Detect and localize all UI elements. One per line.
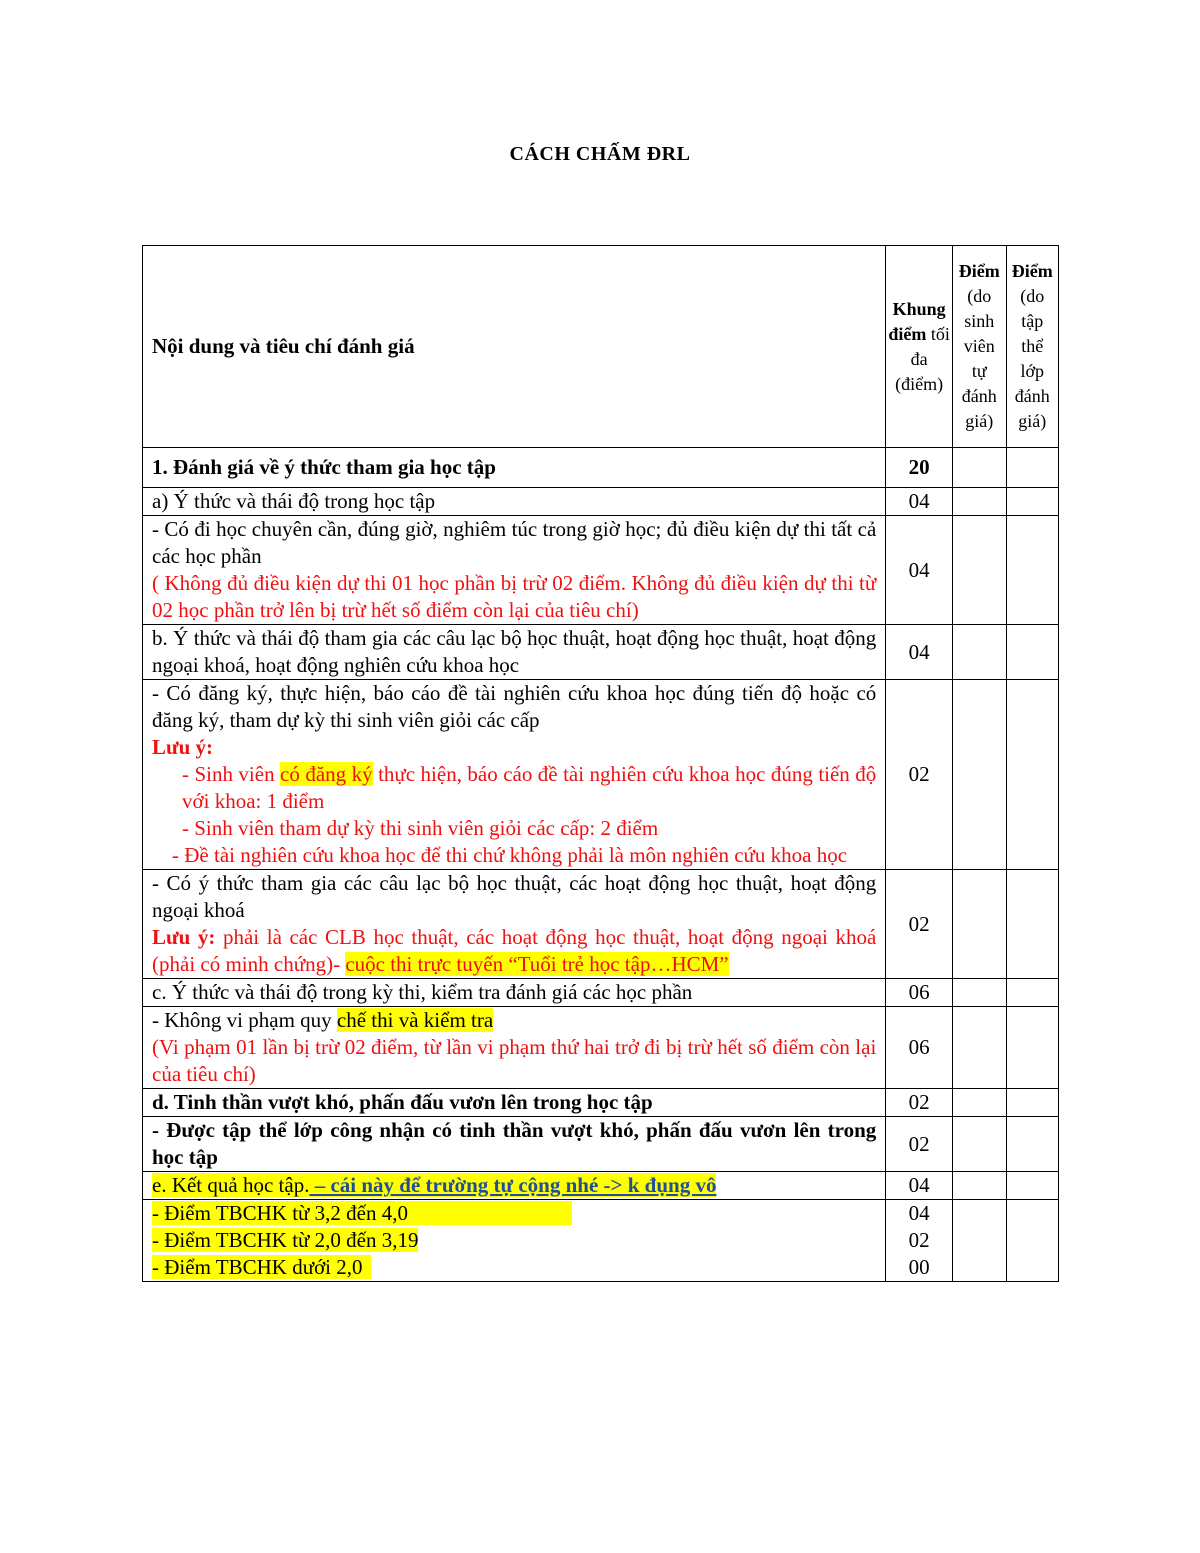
row-criterion-c: c. Ý thức và thái độ trong kỳ thi, kiểm tra đánh giá các học phần bbox=[143, 979, 886, 1007]
class-score-cell[interactable] bbox=[1006, 1089, 1059, 1117]
self-score-cell[interactable] bbox=[952, 448, 1006, 488]
self-score-cell[interactable] bbox=[952, 979, 1006, 1007]
table-header-row bbox=[143, 246, 1059, 448]
gpa-text: - Điểm TBCHK dưới 2,0 bbox=[152, 1255, 371, 1279]
gpa-text: - Điểm TBCHK từ 2,0 đến 3,19 bbox=[152, 1228, 419, 1252]
header-max-score bbox=[886, 246, 953, 448]
gpa-text: - Điểm TBCHK từ 3,2 đến 4,0 bbox=[152, 1201, 572, 1225]
row-research bbox=[143, 680, 886, 870]
table-row bbox=[143, 1007, 1059, 1089]
class-score-cell[interactable] bbox=[1006, 488, 1059, 516]
row-note-1 bbox=[152, 761, 876, 815]
row-note: (Vi phạm 01 lần bị trừ 02 điểm, từ lần vi phạm thứ hai trở đi bị trừ hết số điểm còn lại của tiêu chí) bbox=[152, 1035, 877, 1086]
self-score-cell[interactable] bbox=[952, 625, 1006, 680]
row-text: - Có đăng ký, thực hiện, báo cáo đề tài nghiên cứu khoa học đúng tiến độ hoặc có đăng ký, tham dự kỳ thi sinh viên giỏi các cấp bbox=[152, 681, 877, 732]
table-row bbox=[143, 1172, 1059, 1200]
table-row bbox=[143, 979, 1059, 1007]
row-text-highlight bbox=[152, 1173, 716, 1197]
table-row bbox=[143, 1117, 1059, 1172]
table-row bbox=[143, 870, 1059, 979]
header-self-score-bold: Điểm bbox=[958, 261, 1000, 281]
row-max-score: 02 bbox=[886, 1117, 953, 1172]
row-note: ( Không đủ điều kiện dự thi 01 học phần bị trừ 02 điểm. Không đủ điều kiện dự thi từ 02 học phần trở lên bị trừ hết số điểm còn lại của tiêu chí) bbox=[152, 571, 877, 622]
row-max-score: 04 bbox=[886, 488, 953, 516]
class-score-cell[interactable] bbox=[1006, 1117, 1059, 1172]
row-overcome: - Được tập thể lớp công nhận có tinh thần vượt khó, phấn đấu vươn lên trong học tập bbox=[143, 1117, 886, 1172]
row-max-score: 02 bbox=[886, 1089, 953, 1117]
note-text: thực hiện, báo cáo đề tài nghiên cứu khoa học đúng tiến độ với khoa: 1 điểm bbox=[182, 762, 877, 813]
class-score-cell[interactable] bbox=[1006, 448, 1059, 488]
row-clubs bbox=[143, 870, 886, 979]
gpa-line-2 bbox=[152, 1227, 876, 1254]
row-max-score: 06 bbox=[886, 979, 953, 1007]
table-row bbox=[143, 516, 1059, 625]
header-class-score-bold: Điểm bbox=[1011, 261, 1053, 281]
self-score-cell[interactable] bbox=[952, 1117, 1006, 1172]
row-note bbox=[152, 924, 876, 978]
row-max-score: 02 bbox=[886, 870, 953, 979]
header-self-score-rest: (do sinh viên tự đánh giá) bbox=[961, 286, 997, 431]
row-max-score: 04 bbox=[886, 625, 953, 680]
row-gpa-levels bbox=[143, 1200, 886, 1282]
row-criterion-b: b. Ý thức và thái độ tham gia các câu lạc bộ học thuật, hoạt động học thuật, hoạt động ngoại khoá, hoạt động nghiên cứu khoa học bbox=[143, 625, 886, 680]
row-max-score: 04 bbox=[886, 1172, 953, 1200]
row-max-score: 20 bbox=[886, 448, 953, 488]
row-max-score: 04 bbox=[886, 516, 953, 625]
row-text bbox=[152, 1007, 876, 1034]
header-class-score-rest: (do tập thể lớp đánh giá) bbox=[1014, 286, 1050, 431]
row-max-score: 02 bbox=[886, 680, 953, 870]
table-row bbox=[143, 1200, 1059, 1282]
row-text: e. Kết quả học tập. bbox=[152, 1173, 310, 1197]
class-score-cell[interactable] bbox=[1006, 680, 1059, 870]
class-score-cell[interactable] bbox=[1006, 1007, 1059, 1089]
class-score-cell[interactable] bbox=[1006, 1200, 1059, 1282]
row-note-3: - Đề tài nghiên cứu khoa học để thi chứ không phải là môn nghiên cứu khoa học bbox=[172, 843, 848, 867]
row-note-label: Lưu ý: bbox=[152, 735, 214, 759]
gpa-max-1: 04 bbox=[908, 1201, 930, 1225]
self-score-cell[interactable] bbox=[952, 516, 1006, 625]
header-class-score bbox=[1006, 246, 1059, 448]
self-score-cell[interactable] bbox=[952, 680, 1006, 870]
table-row bbox=[143, 680, 1059, 870]
scoring-table bbox=[142, 245, 1059, 1282]
note-text: - Sinh viên bbox=[182, 762, 281, 786]
class-score-cell[interactable] bbox=[1006, 979, 1059, 1007]
gpa-max-3: 00 bbox=[908, 1255, 930, 1279]
self-score-cell[interactable] bbox=[952, 1200, 1006, 1282]
table-row bbox=[143, 488, 1059, 516]
header-max-score-rest: tối đa (điểm) bbox=[895, 323, 950, 394]
note-label: Lưu ý: bbox=[152, 925, 216, 949]
self-score-cell[interactable] bbox=[952, 488, 1006, 516]
note-highlight: có đăng ký bbox=[280, 762, 373, 786]
page-title: CÁCH CHẤM ĐRL bbox=[509, 143, 691, 165]
self-score-cell[interactable] bbox=[952, 870, 1006, 979]
class-score-cell[interactable] bbox=[1006, 1172, 1059, 1200]
gpa-line-1 bbox=[152, 1200, 876, 1227]
row-attendance bbox=[143, 516, 886, 625]
row-max-score bbox=[886, 1200, 953, 1282]
gpa-line-3 bbox=[152, 1254, 876, 1281]
row-section-1: 1. Đánh giá về ý thức tham gia học tập bbox=[143, 448, 886, 488]
table-row bbox=[143, 1089, 1059, 1117]
note-link[interactable]: – cái này để trường tự cộng nhé -> k đụng vô bbox=[309, 1173, 717, 1197]
header-max-score-bold: Khung điểm bbox=[888, 298, 946, 344]
table-row bbox=[143, 625, 1059, 680]
row-max-score: 06 bbox=[886, 1007, 953, 1089]
class-score-cell[interactable] bbox=[1006, 870, 1059, 979]
class-score-cell[interactable] bbox=[1006, 516, 1059, 625]
row-text-highlight: chế thi và kiểm tra bbox=[336, 1008, 494, 1032]
note-highlight: cuộc thi trực tuyến “Tuổi trẻ học tập…HCM” bbox=[345, 952, 729, 976]
row-criterion-d: d. Tinh thần vượt khó, phấn đấu vươn lên trong học tập bbox=[143, 1089, 886, 1117]
row-exam-rules bbox=[143, 1007, 886, 1089]
row-text-part: - Không vi phạm quy bbox=[152, 1008, 337, 1032]
note-text: phải là các CLB học thuật, các hoạt động học thuật, hoạt động ngoại khoá (phải có minh chứng)- bbox=[152, 925, 877, 976]
row-criterion-a: a) Ý thức và thái độ trong học tập bbox=[143, 488, 886, 516]
gpa-max-2: 02 bbox=[908, 1228, 930, 1252]
self-score-cell[interactable] bbox=[952, 1007, 1006, 1089]
class-score-cell[interactable] bbox=[1006, 625, 1059, 680]
row-criterion-e bbox=[143, 1172, 886, 1200]
row-note-2: - Sinh viên tham dự kỳ thi sinh viên giỏi các cấp: 2 điểm bbox=[182, 816, 659, 840]
header-criteria: Nội dung và tiêu chí đánh giá bbox=[143, 246, 886, 448]
row-text: - Có đi học chuyên cần, đúng giờ, nghiêm túc trong giờ học; đủ điều kiện dự thi tất cả các học phần bbox=[152, 517, 877, 568]
header-self-score bbox=[952, 246, 1006, 448]
table-row bbox=[143, 448, 1059, 488]
self-score-cell[interactable] bbox=[952, 1089, 1006, 1117]
self-score-cell[interactable] bbox=[952, 1172, 1006, 1200]
row-text: - Có ý thức tham gia các câu lạc bộ học thuật, các hoạt động học thuật, hoạt động ngoại khoá bbox=[152, 871, 877, 922]
